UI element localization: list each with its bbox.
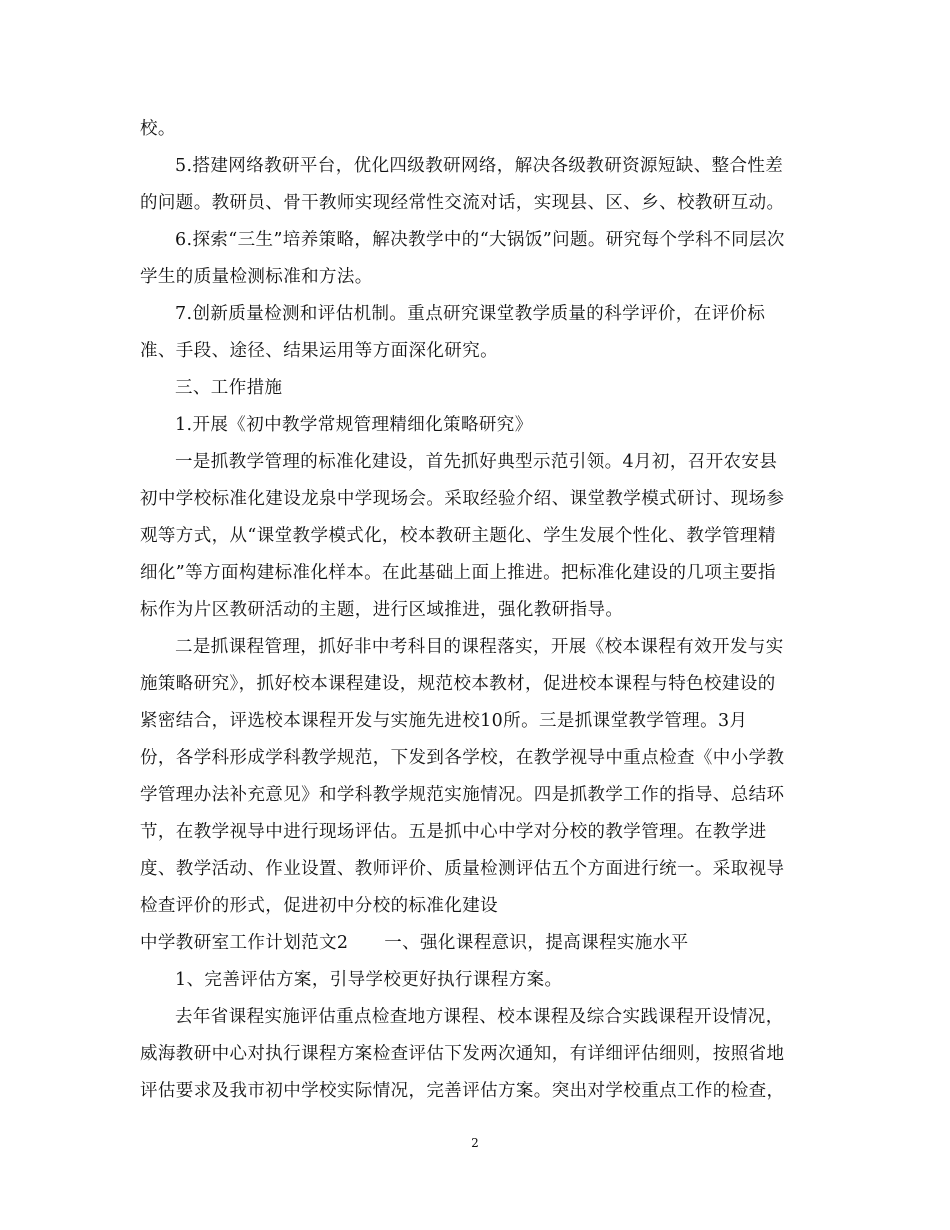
text-line: 校。 [140,119,176,139]
text-line: 施策略研究》，抓好校本课程建设，规范校本教材，促进校本课程与特色校建设的 [140,674,776,694]
text-line: 二是抓课程管理，抓好非中考科目的课程落实，开展《校本课程有效开发与实 [175,637,784,657]
text-line: 评估要求及我市初中学校实际情况，完善评估方案。突出对学校重点工作的检查， [140,1081,785,1101]
text-line: 威海教研中心对执行课程方案检查评估下发两次通知，有详细评估细则，按照省地 [140,1044,785,1064]
text-line: 份，各学科形成学科教学规范，下发到各学校，在教学视导中重点检查《中小学教 [140,748,785,768]
document-body [140,111,812,1110]
text-line: 6.探索“三生”培养策略，解决教学中的“大锅饭”问题。研究每个学科不同层次 [175,230,785,250]
text-line: 1.开展《初中教学常规管理精细化策略研究》 [175,415,533,435]
text-line: 检查评价的形式，促进初中分校的标准化建设 [140,896,498,916]
text-line: 学管理办法补充意见》和学科教学规范实施情况。四是抓教学工作的指导、总结环 [140,785,785,805]
text-line: 紧密结合，评选校本课程开发与实施先进校10所。三是抓课堂教学管理。3月 [140,711,748,731]
text-line: 节，在教学视导中进行现场评估。五是抓中心中学对分校的教学管理。在教学进 [140,822,767,842]
text-line: 7.创新质量检测和评估机制。重点研究课堂教学质量的科学评价，在评价标 [175,304,766,324]
text-line: 1、完善评估方案，引导学校更好执行课程方案。 [175,970,563,990]
text-line: 观等方式，从“课堂教学模式化，校本教研主题化、学生发展个性化、教学管理精 [140,526,776,546]
text-line: 5.搭建网络教研平台，优化四级教研网络，解决各级教研资源短缺、整合性差 [175,156,784,176]
text-line: 去年省课程实施评估重点检查地方课程、校本课程及综合实践课程开设情况， [175,1007,784,1027]
text-line: 标作为片区教研活动的主题，进行区域推进，强化教研指导。 [140,600,624,620]
text-line: 的问题。教研员、骨干教师实现经常性交流对话，实现县、区、乡、校教研互动。 [140,193,785,213]
text-line: 三、工作措施 [175,378,283,398]
text-line: 中学教研室工作计划范文2 一、强化课程意识，提高课程实施水平 [140,933,689,953]
text-line: 学生的质量检测标准和方法。 [140,267,373,287]
text-line: 初中学校标准化建设龙泉中学现场会。采取经验介绍、课堂教学模式研讨、现场参 [140,489,785,509]
text-line: 度、教学活动、作业设置、教师评价、质量检测评估五个方面进行统一。采取视导 [140,859,785,879]
text-line: 准、手段、途径、结果运用等方面深化研究。 [140,341,498,361]
page-number: 2 [471,1136,479,1150]
text-line: 一是抓教学管理的标准化建设，首先抓好典型示范引领。4月初，召开农安县 [175,452,778,472]
text-line: 细化”等方面构建标准化样本。在此基础上面上推进。把标准化建设的几项主要指 [140,563,776,583]
